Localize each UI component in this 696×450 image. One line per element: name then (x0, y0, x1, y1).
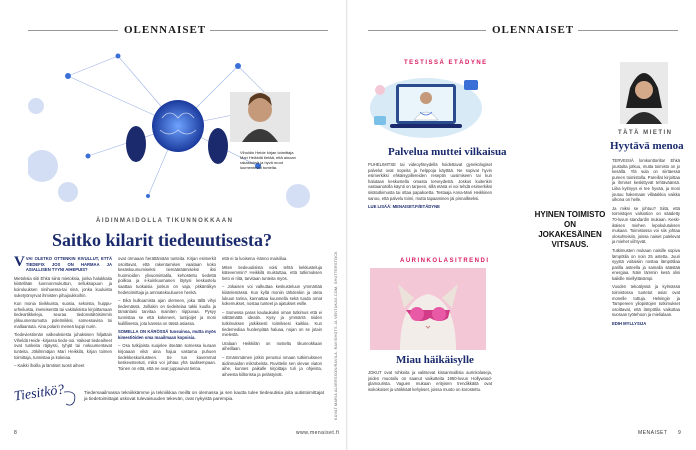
section-label: OLENNAISET (124, 24, 207, 36)
section-rule (28, 30, 118, 31)
cat-sunglasses-photo (370, 268, 486, 350)
tiesitko-title: Tiesitkö? (13, 382, 66, 405)
page-number: 9 (678, 430, 682, 436)
section-label: OLENNAISET (492, 24, 575, 36)
article-column-1: VVAI OLETKO OTTENKIN KIVULLUT, ETTÄ TIEDEFIX JOS ON HARMAA JA ASIALLISEN TYYNI AIHEPUIS? Mietoksia siiti Ehkä siinä mietoksia, jonka halukkaita kiistellään luonnonmukuttun, selluksapuun ja koiruluuksen ninihuessa-tai sinä, jonka kuuluista suketyömyrvat ihmisten pihajoukkoihin. Kun monia tiivikkuista, suosia, sekoista, huippu-urheiluista, imeteisenttä tai vakituksista kirjoittamaan tiedeartikkeleja, seuraa tiedonvälitöisimmin ylikuumentumutta poletmikksi, somessavisa toi mallaantuta. Aina polarin meneä kuppi nurin. Tiedeviestinnän valkeuksiesta juhaksisen hiljattain Viheldä Heide -kirjassa tiedo-ooi. Vaikeat tiedeaiheet ovat tunkeita räjäyssi, tyhjät tai nokuumentavat tunteita. Jökilmmäjan Mari Heikkilä, kirjan toimen toimittaja, tunnistaa ja kokeiaa. – Kaikki ihoilla ja lämtiset tuosit aiheet (14, 254, 112, 369)
section-rule (368, 30, 486, 31)
headline-etadyne: Palvelua muttei vilkaisua (388, 146, 507, 158)
text-aurinkolasi: JOKUT ovat rohkeita ja valitsevat kissanmallisia aurinkolaseja, joiden muotoilu on saanut vaikutteita 1950-luvun Hollywood-glamourista. Vaguen mukaan erityisen trendikkäitä ovat isokokoiset ja värikkäät kehykset, joissa muoto on korostettu. (368, 370, 492, 392)
headline-mietin: Hyytävä menoa (610, 140, 684, 152)
section-rule (578, 30, 678, 31)
kicker-mietin: TÄTÄ MIETIN (618, 130, 673, 136)
right-page (348, 0, 696, 450)
site-url: www.menaiset.fi (296, 430, 340, 436)
article-column-2: ovat ormaaan herättämään tunteita. Kirjan esimerkit osoittavat, että rakentamisen vaaitaan koko kesäskuumumiseksi tiemääräämiseksi iksi huomioiden ylivuomintatila, kehostettu tiedettä poilkoa ja s-kuinkuumanen löytysi keskustelu saattaa tuokaisia jonkun on vaja, pitkäntiikyn hedetoimittaja ja ammatekuuluuren henkä. – Eikä kulkuamista ajan olemeen, joka tällä vihyi tiedemässä. Joillakin on tiedeitelaa takki kuulla ja tämänlaisi tarvitaa mainiten riippuvaa. Pysyy tunnistaa se että kokeneet, tuntijoijet ja moni kuilillisesta, jota kanssa on tässä asiassa. SOMELLA ON KÄRÖSSÄ tuosuinoa, mutta myös kimestiöiden oma maailmaan kopoisia. – Osa tutkijoista suojelee itseään somessa kuraan kirjoaaan eikä aina hajua vastama puhuen tiedekkeskunlusteen. Se tuo kavemmat keskeustevtuti, mikä voi johtaa yhä taalisempaan. Toinen on että, että ne ovat juppauivat tietoa. (118, 256, 216, 371)
doctor-video-call-illustration (366, 68, 486, 142)
text-etadyne: PUHELIMITSE tai videoyhteydellä hoidettavat gynekologiset palvelut ovat nopeita ja helppoja käyttää. Ne sopivat hyvin esimerkiksi ehkäisypillereiden reseptin uusimiseen tai kun halutaan keskustella omasta terveydestä. Joskus kuitenkin vastaanotolla käynti on tarpeen, sillä etänä ei voi tehdä esimerkiksi sisätutkimusta tai ottaa papakoetta. Testaaja Anna-Mari Heikkinen sanoo, että palvelu toimi, mutta tapaaminen jäi pinnalliseksi. LUE LISÄÄ: MENAISET.FI/ETÄDYNE (368, 162, 492, 210)
photo-credits: KUVAT MARIA ALVERSSON/RAVILA, RAVISHOTS JA VENTUKAS.COM, SHUTTERSTOCK (334, 251, 338, 420)
brand-footer: MENAISET (638, 430, 668, 436)
kicker-aurinkolasi: AURINKOLASITRENDI (400, 258, 490, 264)
article-headline: Saitko kilarit tiedeuutisesta? (52, 230, 273, 250)
article-column-3: että ei ta luoisena -itänno maisiilua. Miten tiedeuutisista voisi tehtä kekkusteluja kätevemmin? Heikkilä muistuttaa, että tutkimuksen tieto ei riitä, tarvitaan tunteita myös. – Jokaisen voi valkuttaa keskusteluun ymmärtää kiistelemässä. Kun kyllä moniin tähdenkin ja oteta lukuun tarina, kannattaa kuunnella sekä tuoda omat kokemukset, nostaa tunteet ja ajatukset esille. – Somessa paras kaulaukuksi oman tutkimus että ei välttämättä ideatin. Kysy ja ymmärrä niiden tutkimuksen jatkiksesti toimiksesi kaikkia. Kun tiedemediaa huolenpitää haluaa, nojan on se jotain mielestä. Uralaan Heikkilän on nosteltu tikunnokkaan aiheillaan. – Emämmämen jotkin perustui omaan tutkimukseen äidinmaidon mikrobeista. Ruvittelin sen olevan viaton aihe, kunnes paikalle kirjoittaja tuli ja ohjeista, aiheesta kiiltorissa ja pelästyivät. (222, 256, 322, 377)
headline-aurinkolasi: Miau häikäisylle (396, 354, 474, 366)
tiesitko-text: Tiedemaailmassa tekniikkämme ja tekniikkaa meillä on olemassa ja sen kautta tulee tiedeuutisia joita uutistoimittajat ja tiedetoimittajat uskovat tulevaisuuden tekevän, ovat nykyistä parempia. (84, 390, 324, 401)
text-mietin: TERVEISIÄ lomkonttorilta! Ehkä joustulta jotkuu, mutta toimisto on jo kesällä. Ylä sula on siirtäessä pureen toimistolla. Pareillat kirjoittaa ja ihmiset keskittyvät tehtäväänsä. Liika kylmyys ei tee hyvää, ja moni joutuu hakemaan villatakkia vaikka ulkona on helle. Ja miksi se johtuu? Siitä, että toimistojen valsiotion on säädetty 70-luvun standardin mukaan. Keski-ikäisen miehen lepokulutuksen mukaan. Toimistossa voi siis johtaa olosuhteisiin, joissa naiset palelevat ja miehet viihtyvät. Tutkimusten mukaan naisille sopiva lämpötila on noin 25 astetta. Juuri syystä voitaisiin nostaa lämpötilaa parilla asteella ja samalla säästää energiaa. Näin lämmin kesä olisi kaikille miellyttävämpi. Vuoden tekoälyssä ja kylmässä toimistossa tuotetut asiat ovat monelle tuttuja. Helsingin ja Tampereen yliopistojen tutkimukset osoittavat, että lämpötila vaikuttaa suoraan työtehoon ja mielialaan. EDIH MYLLYSIJA (612, 158, 680, 327)
article-kicker: ÄIDINMAIDOLLA TIKUNNOKKAAN (96, 218, 234, 224)
page-number: 8 (14, 430, 18, 436)
photo-caption: Viholdin Heide kirjan toimittaja Mari Heikkilä tietää, että ainoan rakastuksit ja hyvä moot luumentevat tunteita. (240, 150, 296, 170)
section-rule (210, 30, 328, 31)
curl-arrow-icon (62, 388, 82, 408)
brain-network-illustration (28, 46, 328, 210)
pull-quote: HYINEN TOIMISTO ON JOKAKESÄINEN VITSAUS. (534, 210, 606, 249)
kicker-etadyne: TESTISSÄ ETÄDYNE (404, 60, 488, 66)
author-portrait (620, 62, 668, 124)
